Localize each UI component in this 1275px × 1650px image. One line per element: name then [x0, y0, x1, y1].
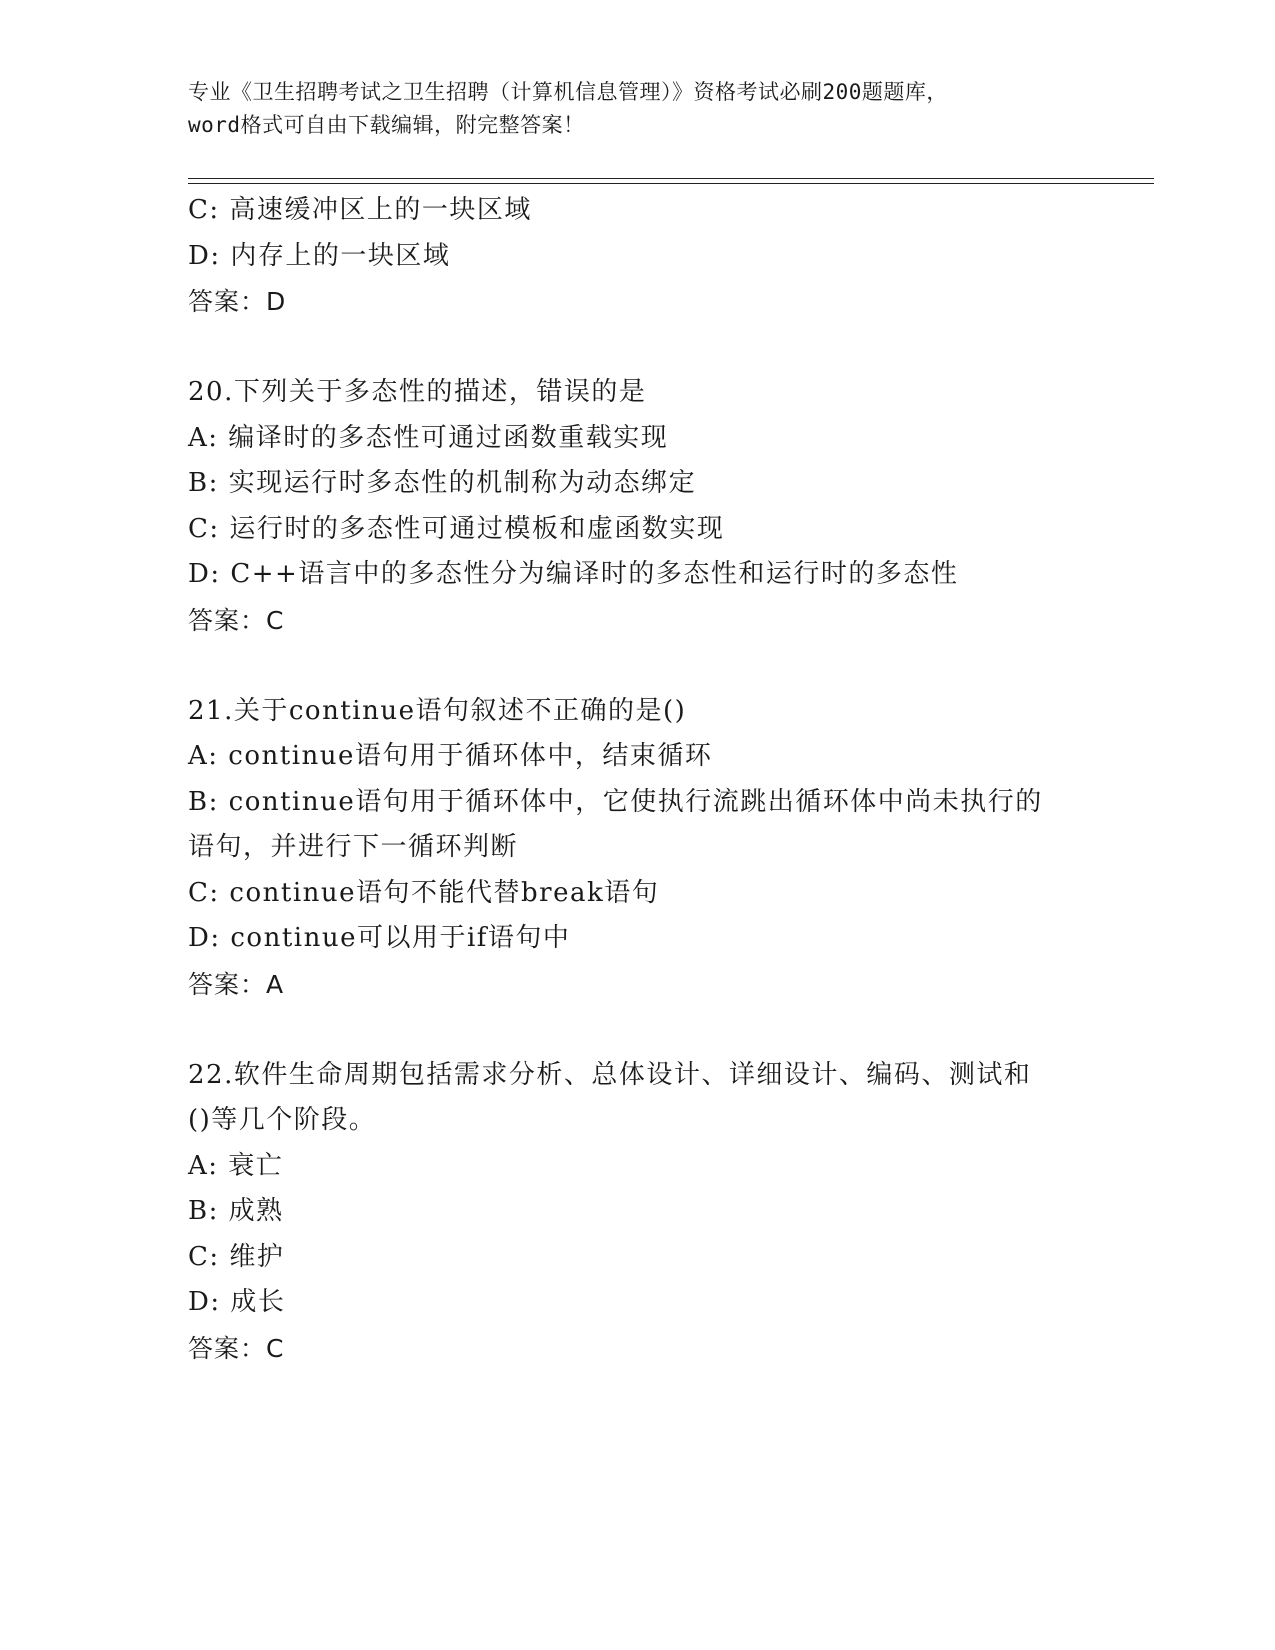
option-line: A: 编译时的多态性可通过函数重载实现 — [188, 422, 669, 453]
document-header — [188, 76, 1088, 142]
option-line: 语句，并进行下一循环判断 — [188, 832, 519, 862]
option-line: B: 成熟 — [188, 1196, 284, 1226]
answer-line: 答案：D — [188, 287, 287, 316]
answer-line: 答案：A — [188, 969, 285, 999]
question-list — [188, 188, 1088, 1371]
option-line: A: continue语句用于循环体中，结束循环 — [188, 741, 713, 771]
question-text: 22.软件生命周期包括需求分析、总体设计、详细设计、编码、测试和 — [188, 1059, 1032, 1090]
question-text: ()等几个阶段。 — [188, 1105, 377, 1135]
spacer — [188, 1007, 1088, 1053]
option-line: C: 高速缓冲区上的一块区域 — [188, 195, 532, 225]
option-line: D: continue可以用于if语句中 — [188, 923, 571, 953]
option-line: D: 成长 — [188, 1287, 286, 1317]
question-text: 21.关于continue语句叙述不正确的是() — [188, 695, 687, 726]
question-text: 20.下列关于多态性的描述，错误的是 — [188, 377, 647, 407]
answer-line: 答案：C — [188, 1333, 285, 1363]
option-line: D: 内存上的一块区域 — [188, 240, 451, 271]
header-title-line-1: 专业《卫生招聘考试之卫生招聘（计算机信息管理）》资格考试必刷200题题库， — [188, 80, 948, 104]
header-divider-bottom — [188, 183, 1154, 184]
option-line: C: continue语句不能代替break语句 — [188, 877, 660, 908]
spacer — [188, 643, 1088, 689]
option-line: B: continue语句用于循环体中，它使执行流跳出循环体中尚未执行的 — [188, 786, 1043, 817]
header-divider-top — [188, 178, 1154, 179]
spacer — [188, 325, 1088, 371]
option-line: B: 实现运行时多态性的机制称为动态绑定 — [188, 468, 697, 498]
answer-line: 答案：C — [188, 605, 285, 635]
option-line: A: 衰亡 — [188, 1150, 284, 1181]
option-line: D: C++语言中的多态性分为编译时的多态性和运行时的多态性 — [188, 559, 959, 589]
option-line: C: 维护 — [188, 1241, 285, 1272]
header-title-line-2: word格式可自由下载编辑，附完整答案！ — [188, 113, 585, 137]
option-line: C: 运行时的多态性可通过模板和虚函数实现 — [188, 513, 725, 544]
